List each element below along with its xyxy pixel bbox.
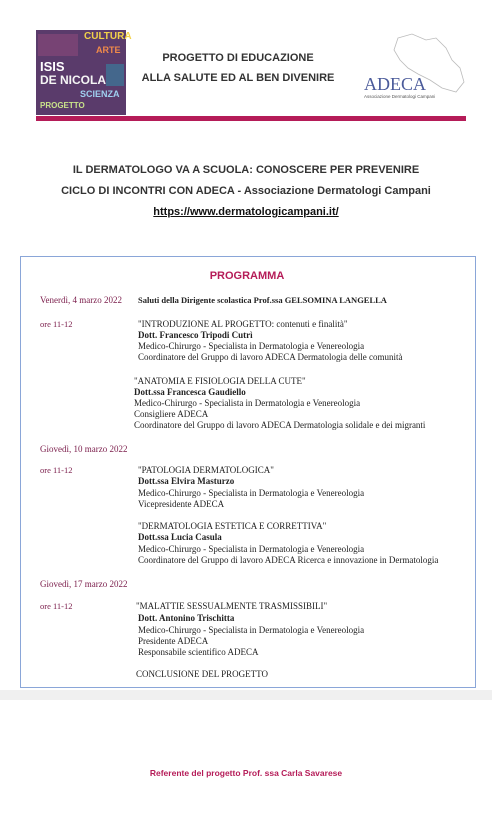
session-title: "PATOLOGIA DERMATOLOGICA" (138, 465, 274, 475)
date-2: Giovedì, 10 marzo 2022 (40, 444, 128, 454)
date-3: Giovedì, 17 marzo 2022 (40, 579, 128, 589)
speaker-role: Presidente ADECA (138, 636, 209, 646)
school-logo (36, 30, 132, 115)
logo-word: CULTURA (84, 31, 132, 42)
speaker-role: Medico-Chirurgo - Specialista in Dermatologia e Venereologia (138, 625, 365, 635)
logo-word: SCIENZA (80, 89, 120, 99)
speaker-role: Medico-Chirurgo - Specialista in Dermatologia e Venereologia (138, 341, 365, 351)
speaker-role: Coordinatore del Gruppo di lavoro ADECA Dermatologia delle comunità (138, 352, 403, 362)
time-slot: ore 11-12 (40, 319, 73, 329)
time-slot: ore 11-12 (40, 601, 73, 611)
time-slot: ore 11-12 (40, 465, 73, 475)
brand-subtitle: Associazione Dermatologi Campani (364, 94, 436, 99)
header-divider (36, 116, 466, 121)
header-line-2: ALLA SALUTE ED AL BEN DIVENIRE (141, 72, 335, 84)
speaker-name: Dott. Francesco Tripodi Cutrì (138, 330, 253, 340)
session-title: "INTRODUZIONE AL PROGETTO: contenuti e finalità" (138, 319, 348, 329)
date-1: Venerdì, 4 marzo 2022 (40, 295, 122, 305)
speaker-name: Dott.ssa Lucia Casula (138, 532, 222, 542)
speaker-role: Medico-Chirurgo - Specialista in Dermatologia e Venereologia (138, 488, 365, 498)
website-link[interactable]: https://www.dermatologicampani.it/ (153, 206, 339, 218)
speaker-role: Vicepresidente ADECA (138, 499, 225, 509)
speaker-role: Coordinatore del Gruppo di lavoro ADECA Ricerca e innovazione in Dermatologia (138, 555, 439, 565)
document-page-2 (0, 700, 492, 819)
speaker-role: Medico-Chirurgo - Specialista in Dermatologia e Venereologia (134, 398, 361, 408)
speaker-role: Coordinatore del Gruppo di lavoro ADECA Dermatologia solidale e dei migranti (134, 420, 426, 430)
intro-subtitle: CICLO DI INCONTRI CON ADECA - Associazione Dermatologi Campani (61, 185, 431, 197)
speaker-role: Medico-Chirurgo - Specialista in Dermatologia e Venereologia (138, 544, 365, 554)
logo-word: ARTE (96, 45, 121, 55)
brand-name: ADECA (364, 74, 426, 94)
session-title: "DERMATOLOGIA ESTETICA E CORRETTIVA" (138, 521, 327, 531)
speaker-name: Dott. Antonino Trischitta (138, 613, 235, 623)
closing-text: CONCLUSIONE DEL PROGETTO (136, 669, 268, 679)
speaker-name: Dott.ssa Elvira Masturzo (138, 476, 235, 486)
session-title: "MALATTIE SESSUALMENTE TRASMISSIBILI" (136, 601, 328, 611)
speaker-role: Consigliere ADECA (134, 409, 209, 419)
project-referent: Referente del progetto Prof. ssa Carla Savarese (149, 768, 343, 778)
header-line-1: PROGETTO DI EDUCAZIONE (162, 52, 314, 64)
adeca-logo (360, 30, 470, 110)
session-title: "ANATOMIA E FISIOLOGIA DELLA CUTE" (134, 376, 306, 386)
program-title: PROGRAMMA (209, 270, 285, 282)
logo-word: ISIS (40, 59, 65, 74)
speaker-name: Dott.ssa Francesca Gaudiello (134, 387, 246, 397)
logo-word: PROGETTO (40, 101, 85, 110)
speaker-role: Responsabile scientifico ADECA (138, 647, 259, 657)
logo-word: DE NICOLA (40, 73, 106, 87)
intro-title: IL DERMATOLOGO VA A SCUOLA: CONOSCERE PER PREVENIRE (72, 164, 420, 176)
greetings-text: Saluti della Dirigente scolastica Prof.ssa GELSOMINA LANGELLA (138, 295, 387, 305)
